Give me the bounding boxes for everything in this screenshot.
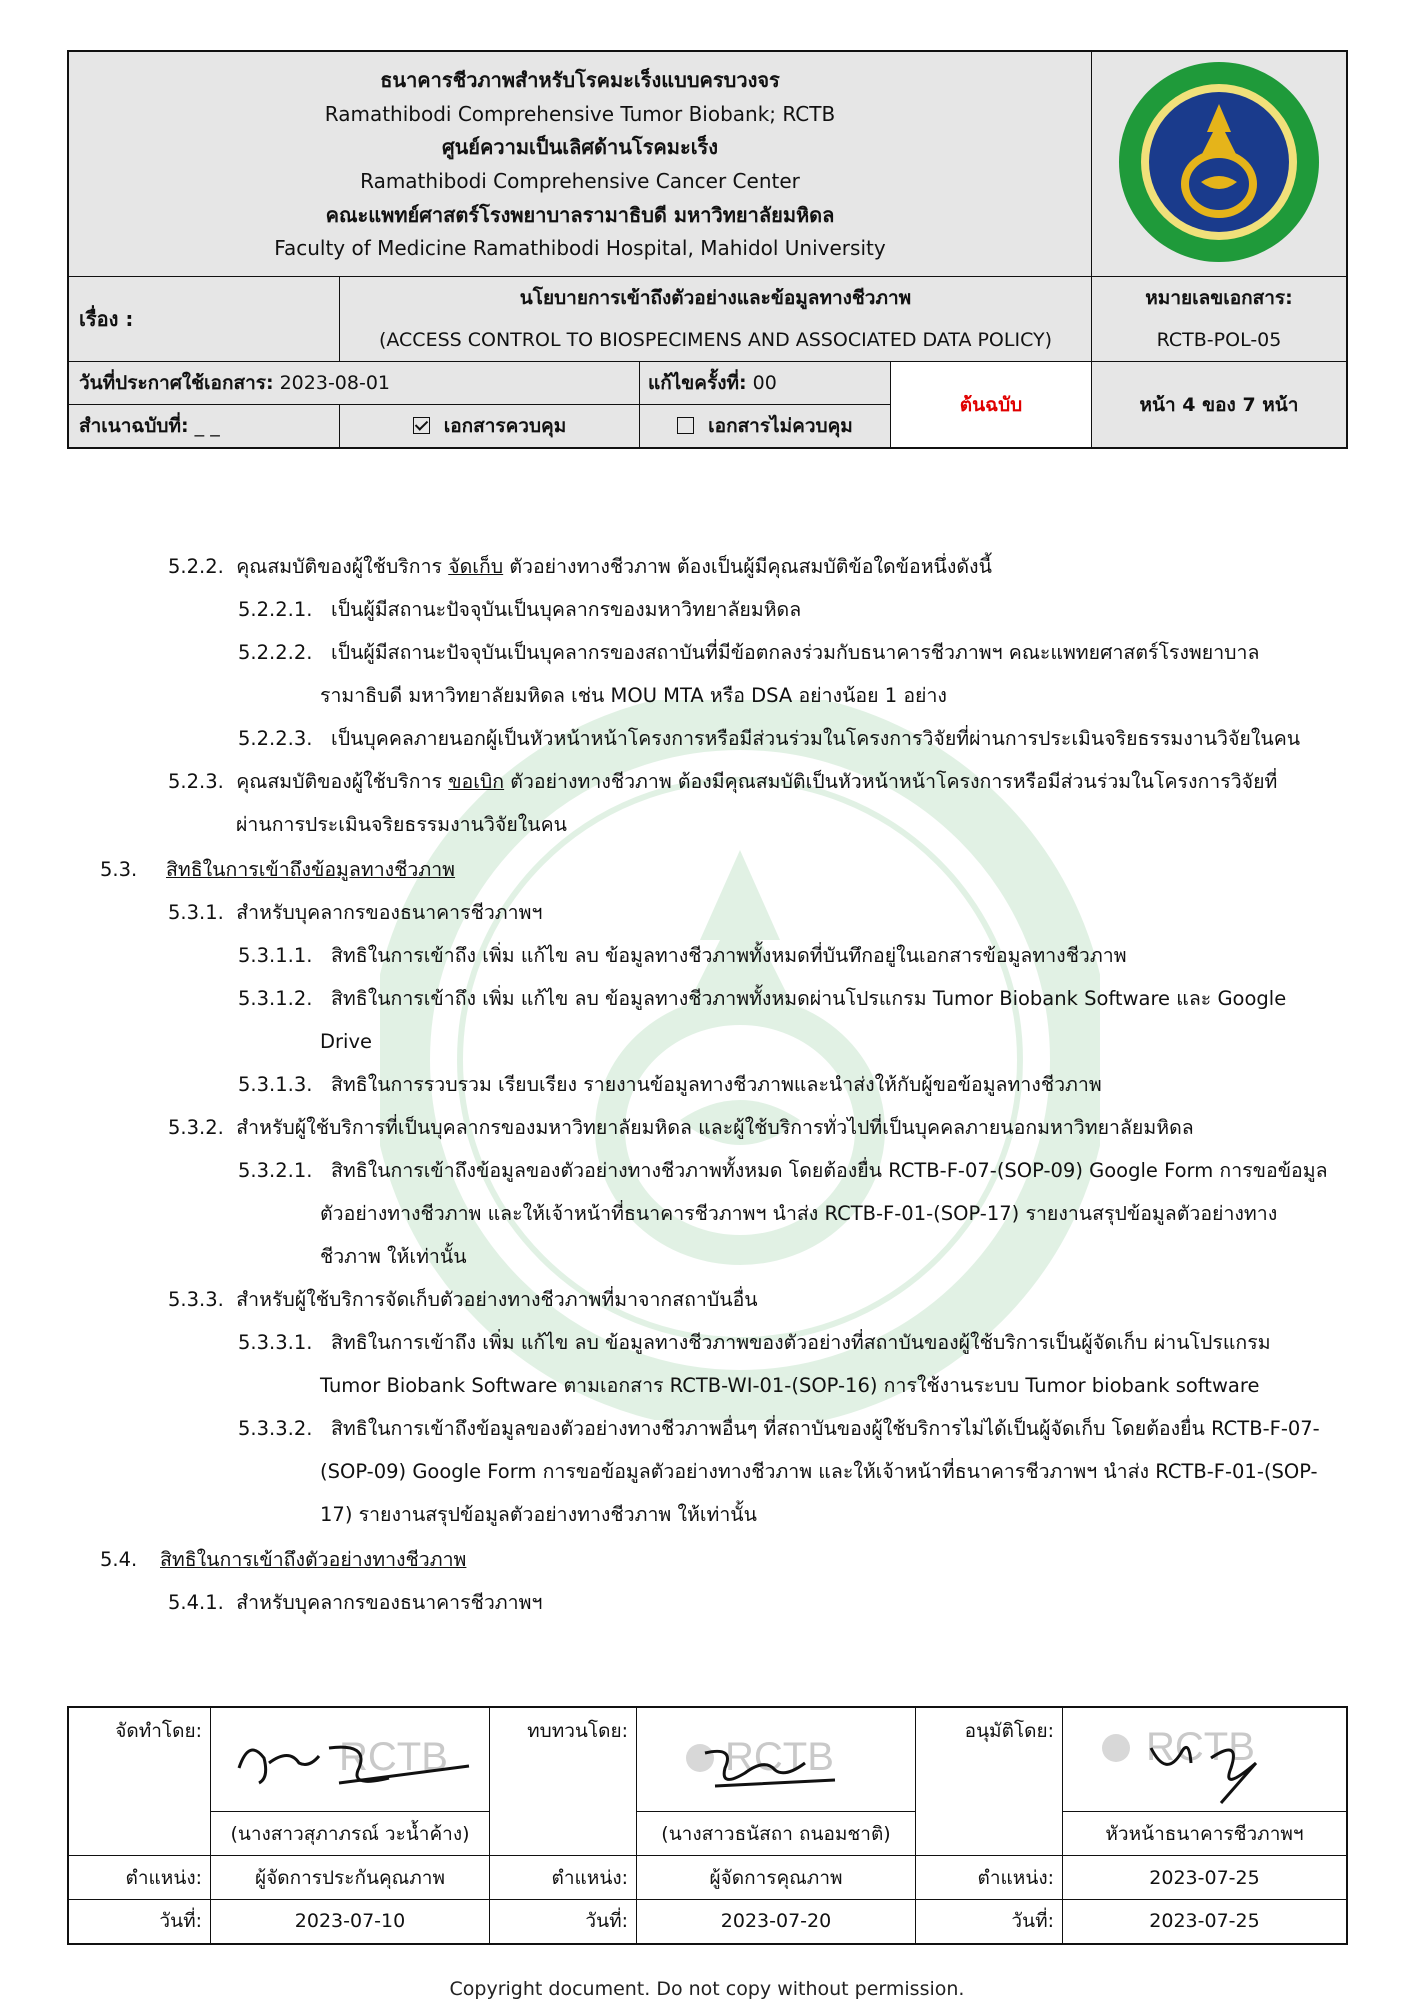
revision-value: 00 bbox=[752, 372, 777, 394]
item-number: 5.4.1. bbox=[168, 1591, 224, 1614]
item-5-3-1-2 bbox=[238, 984, 1286, 1014]
position-label: ตำแหน่ง: bbox=[490, 1856, 637, 1900]
item-continuation: Tumor Biobank Software ตามเอกสาร RCTB-WI-01-(SOP-16) การใช้งานระบบ Tumor biobank software bbox=[320, 1374, 1260, 1397]
item-text: สิทธิในการเข้าถึง เพิ่ม แก้ไข ลบ ข้อมูลทางชีวภาพทั้งหมดผ่านโปรแกรม Tumor Biobank Software และ Google bbox=[331, 987, 1287, 1010]
item-number: 5.2.2.1. bbox=[238, 598, 313, 621]
item-5-3-2 bbox=[168, 1113, 1194, 1143]
item-text: คุณสมบัติของผู้ใช้บริการ bbox=[236, 770, 449, 793]
signature-prepared bbox=[219, 1708, 481, 1806]
controlled-checkbox[interactable] bbox=[413, 417, 430, 434]
revision-cell bbox=[640, 362, 891, 405]
date-label: วันที่: bbox=[68, 1900, 211, 1944]
item-5-3-3 bbox=[168, 1285, 758, 1315]
item-5-2-2-2 bbox=[238, 638, 1259, 668]
page-indicator: หน้า 4 ของ 7 หน้า bbox=[1092, 362, 1348, 449]
org-name-en: Ramathibodi Comprehensive Tumor Biobank; RCTB bbox=[324, 101, 836, 126]
item-5-2-2-3 bbox=[238, 724, 1300, 754]
date-label: วันที่: bbox=[916, 1900, 1063, 1944]
center-name-en: Ramathibodi Comprehensive Cancer Center bbox=[360, 169, 800, 193]
item-number: 5.2.2. bbox=[168, 555, 224, 578]
signature-reviewed bbox=[645, 1708, 907, 1806]
item-number: 5.3.3.1. bbox=[238, 1331, 313, 1354]
uncontrolled-doc-cell bbox=[640, 405, 891, 449]
reviewed-signature bbox=[637, 1707, 916, 1812]
approved-position: 2023-07-25 bbox=[1063, 1856, 1348, 1900]
item-text: สิทธิในการเข้าถึง เพิ่ม แก้ไข ลบ ข้อมูลทางชีวภาพทั้งหมดที่บันทึกอยู่ในเอกสารข้อมูลทางชีวภาพ bbox=[331, 944, 1127, 967]
effective-date-label: วันที่ประกาศใช้เอกสาร: bbox=[79, 372, 274, 394]
organization-title-block bbox=[68, 51, 1092, 277]
position-label: ตำแหน่ง: bbox=[916, 1856, 1063, 1900]
prepared-signature bbox=[211, 1707, 490, 1812]
item-number: 5.3.1.1. bbox=[238, 944, 313, 967]
item-5-3-1-3 bbox=[238, 1070, 1102, 1100]
date-label: วันที่: bbox=[490, 1900, 637, 1944]
item-text: เป็นผู้มีสถานะปัจจุบันเป็นบุคลากรของมหาวิทยาลัยมหิดล bbox=[331, 598, 802, 621]
item-text: สิทธิในการเข้าถึง เพิ่ม แก้ไข ลบ ข้อมูลทางชีวภาพของตัวอย่างที่สถาบันของผู้ใช้บริการเป็นผู้จัดเก็บ ผ่านโปรแกรม bbox=[331, 1331, 1271, 1354]
prepared-label: จัดทำโดย: bbox=[68, 1707, 211, 1856]
prepared-date: 2023-07-10 bbox=[211, 1900, 490, 1944]
revision-label: แก้ไขครั้งที่: bbox=[648, 372, 747, 394]
item-5-4-1 bbox=[168, 1588, 542, 1618]
approved-date: 2023-07-25 bbox=[1063, 1900, 1348, 1944]
controlled-label: เอกสารควบคุม bbox=[443, 415, 567, 437]
copy-number-value: _ _ bbox=[194, 415, 220, 437]
reviewed-date: 2023-07-20 bbox=[637, 1900, 916, 1944]
document-number-cell bbox=[1092, 277, 1348, 362]
document-number-label: หมายเลขเอกสาร: bbox=[1145, 287, 1293, 309]
signature-approved bbox=[1071, 1708, 1333, 1806]
section-title: สิทธิในการเข้าถึงตัวอย่างทางชีวภาพ bbox=[160, 1548, 467, 1571]
item-number: 5.3.3.2. bbox=[238, 1417, 313, 1440]
item-continuation: (SOP-09) Google Form การขอข้อมูลตัวอย่างทางชีวภาพ และให้เจ้าหน้าที่ธนาคารชีวภาพฯ นำส่ง RCTB-F-01-(SOP- bbox=[320, 1460, 1318, 1483]
approved-name: หัวหน้าธนาคารชีวภาพฯ bbox=[1063, 1812, 1348, 1856]
item-text: ตัวอย่างทางชีวภาพ ต้องมีคุณสมบัติเป็นหัวหน้าหน้าโครงการหรือมีส่วนร่วมในโครงการวิจัยที่ bbox=[504, 770, 1278, 793]
item-number: 5.2.3. bbox=[168, 770, 224, 793]
item-continuation: รามาธิบดี มหาวิทยาลัยมหิดล เช่น MOU MTA หรือ DSA อย่างน้อย 1 อย่าง bbox=[320, 684, 947, 707]
reviewed-position: ผู้จัดการคุณภาพ bbox=[637, 1856, 916, 1900]
item-number: 5.2.2.2. bbox=[238, 641, 313, 664]
uncontrolled-label: เอกสารไม่ควบคุม bbox=[708, 415, 853, 437]
item-continuation: 17) รายงานสรุปข้อมูลตัวอย่างทางชีวภาพ ให้เท่านั้น bbox=[320, 1503, 757, 1526]
rctb-watermark-text: RCTB bbox=[725, 1735, 834, 1779]
item-text: สำหรับบุคลากรของธนาคารชีวภาพฯ bbox=[236, 901, 543, 924]
uncontrolled-checkbox[interactable] bbox=[677, 417, 694, 434]
item-number: 5.3.2.1. bbox=[238, 1159, 313, 1182]
subject-cell bbox=[340, 277, 1092, 362]
item-text: คุณสมบัติของผู้ใช้บริการ bbox=[236, 555, 449, 578]
prepared-position: ผู้จัดการประกันคุณภาพ bbox=[211, 1856, 490, 1900]
item-5-3-3-2 bbox=[238, 1414, 1320, 1444]
item-text-underlined: จัดเก็บ bbox=[448, 555, 504, 578]
item-text: ตัวอย่างทางชีวภาพ ต้องเป็นผู้มีคุณสมบัติข้อใดข้อหนึ่งดังนี้ bbox=[503, 555, 992, 578]
faculty-logo bbox=[1109, 52, 1329, 272]
copy-number-label: สำเนาฉบับที่: bbox=[79, 415, 189, 437]
item-number: 5.3.3. bbox=[168, 1288, 224, 1311]
logo-cell bbox=[1092, 51, 1348, 277]
item-continuation: ชีวภาพ ให้เท่านั้น bbox=[320, 1245, 467, 1268]
item-continuation: Drive bbox=[320, 1030, 372, 1053]
document-number-value: RCTB-POL-05 bbox=[1156, 329, 1282, 351]
item-text: สิทธิในการเข้าถึงข้อมูลของตัวอย่างทางชีวภาพอื่นๆ ที่สถาบันของผู้ใช้บริการไม่ได้เป็นผู้จัดเก็บ โดยต้องยื่น RCTB-F-07- bbox=[331, 1417, 1320, 1440]
prepared-name: (นางสาวสุภาภรณ์ วะน้ำค้าง) bbox=[211, 1812, 490, 1856]
controlled-doc-cell bbox=[340, 405, 640, 449]
item-text: สิทธิในการรวบรวม เรียบเรียง รายงานข้อมูลทางชีวภาพและนำส่งให้กับผู้ขอข้อมูลทางชีวภาพ bbox=[331, 1073, 1102, 1096]
item-number: 5.3.1.3. bbox=[238, 1073, 313, 1096]
effective-date-cell bbox=[68, 362, 640, 405]
item-5-3-2-1 bbox=[238, 1156, 1328, 1186]
subject-title-th: นโยบายการเข้าถึงตัวอย่างและข้อมูลทางชีวภาพ bbox=[519, 287, 912, 309]
copyright-notice: Copyright document. Do not copy without permission. bbox=[449, 1978, 965, 2000]
item-number: 5.3.1. bbox=[168, 901, 224, 924]
reviewed-name: (นางสาวธนัสถา ถนอมชาติ) bbox=[637, 1812, 916, 1856]
faculty-name-th: คณะแพทย์ศาสตร์โรงพยาบาลรามาธิบดี มหาวิทยาลัยมหิดล bbox=[325, 202, 835, 227]
faculty-name-en: Faculty of Medicine Ramathibodi Hospital, Mahidol University bbox=[274, 236, 886, 261]
item-5-3-1-1 bbox=[238, 941, 1127, 971]
effective-date-value: 2023-08-01 bbox=[279, 372, 391, 394]
section-5-4 bbox=[100, 1545, 467, 1575]
item-5-2-2 bbox=[168, 552, 992, 582]
item-number: 5.3.1.2. bbox=[238, 987, 313, 1010]
approval-table bbox=[67, 1706, 1348, 1945]
section-number: 5.3. bbox=[100, 858, 138, 881]
document-header bbox=[67, 50, 1348, 449]
center-name-th: ศูนย์ความเป็นเลิศด้านโรคมะเร็ง bbox=[441, 135, 719, 160]
section-title: สิทธิในการเข้าถึงข้อมูลทางชีวภาพ bbox=[166, 858, 456, 881]
item-text: เป็นผู้มีสถานะปัจจุบันเป็นบุคลากรของสถาบันที่มีข้อตกลงร่วมกับธนาคารชีวภาพฯ คณะแพทยศาสตร์โรงพยาบาล bbox=[331, 641, 1260, 664]
item-5-3-3-1 bbox=[238, 1328, 1271, 1358]
item-continuation: ผ่านการประเมินจริยธรรมงานวิจัยในคน bbox=[236, 813, 567, 836]
reviewed-label: ทบทวนโดย: bbox=[490, 1707, 637, 1856]
item-5-3-1 bbox=[168, 898, 542, 928]
item-text: เป็นบุคคลภายนอกผู้เป็นหัวหน้าหน้าโครงการหรือมีส่วนร่วมในโครงการวิจัยที่ผ่านการประเมินจริยธรรมงานวิจัยในคน bbox=[331, 727, 1301, 750]
item-text: สำหรับบุคลากรของธนาคารชีวภาพฯ bbox=[236, 1591, 543, 1614]
original-stamp: ต้นฉบับ bbox=[891, 362, 1092, 449]
position-label: ตำแหน่ง: bbox=[68, 1856, 211, 1900]
item-text: สิทธิในการเข้าถึงข้อมูลของตัวอย่างทางชีวภาพทั้งหมด โดยต้องยื่น RCTB-F-07-(SOP-09) Google Form การขอข้อมูล bbox=[331, 1159, 1328, 1182]
item-5-2-2-1 bbox=[238, 595, 801, 625]
item-number: 5.3.2. bbox=[168, 1116, 224, 1139]
subject-label: เรื่อง : bbox=[68, 277, 340, 362]
item-5-2-3 bbox=[168, 767, 1277, 797]
section-5-3 bbox=[100, 855, 456, 885]
item-number: 5.2.2.3. bbox=[238, 727, 313, 750]
subject-title-en: (ACCESS CONTROL TO BIOSPECIMENS AND ASSOCIATED DATA POLICY) bbox=[378, 329, 1053, 351]
rctb-watermark-text: RCTB bbox=[1146, 1725, 1255, 1769]
org-name-th: ธนาคารชีวภาพสำหรับโรคมะเร็งแบบครบวงจร bbox=[380, 68, 780, 93]
item-continuation: ตัวอย่างทางชีวภาพ และให้เจ้าหน้าที่ธนาคารชีวภาพฯ นำส่ง RCTB-F-01-(SOP-17) รายงานสรุปข้อมูลตัวอย่างทาง bbox=[320, 1202, 1278, 1225]
rctb-watermark-text: RCTB bbox=[339, 1735, 448, 1779]
item-text: สำหรับผู้ใช้บริการจัดเก็บตัวอย่างทางชีวภาพที่มาจากสถาบันอื่น bbox=[236, 1288, 758, 1311]
item-text-underlined: ขอเบิก bbox=[448, 770, 505, 793]
section-number: 5.4. bbox=[100, 1548, 138, 1571]
approved-label: อนุมัติโดย: bbox=[916, 1707, 1063, 1856]
approved-signature bbox=[1063, 1707, 1348, 1812]
copy-number-cell bbox=[68, 405, 340, 449]
item-text: สำหรับผู้ใช้บริการที่เป็นบุคลากรของมหาวิทยาลัยมหิดล และผู้ใช้บริการทั่วไปที่เป็นบุคคลภายนอกมหาวิทยาลัยมหิดล bbox=[236, 1116, 1194, 1139]
